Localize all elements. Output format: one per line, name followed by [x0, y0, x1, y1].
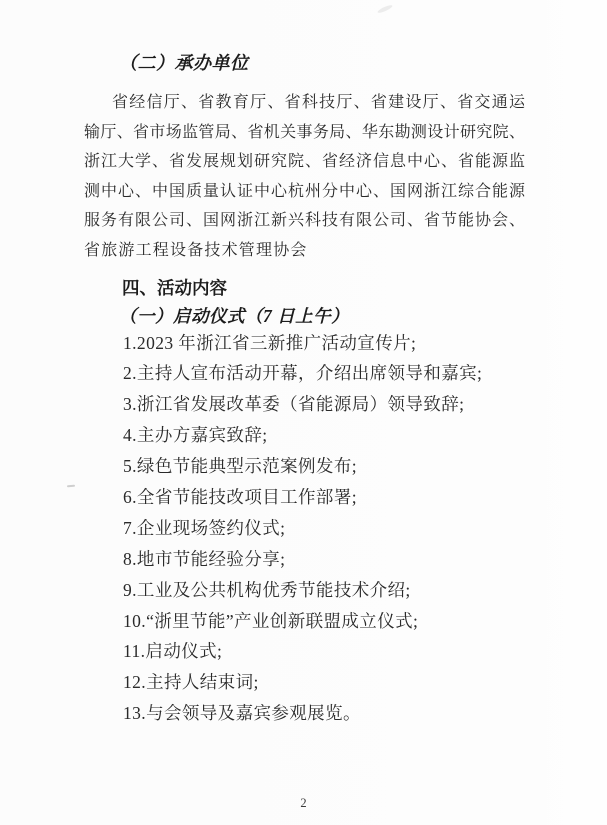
agenda-item: 11.启动仪式;: [123, 641, 223, 662]
agenda-item: 10.“浙里节能”产业创新联盟成立仪式;: [123, 610, 419, 631]
paragraph-line: 省旅游工程设备技术管理协会: [84, 241, 308, 259]
agenda-list: [84, 328, 525, 730]
paragraph-line: 省经信厅、省教育厅、省科技厅、省建设厅、省交通运: [112, 94, 525, 111]
page-number: 2: [300, 796, 307, 810]
agenda-item: 12.主持人结束词;: [123, 672, 259, 693]
agenda-item: 3.浙江省发展改革委（省能源局）领导致辞;: [123, 394, 465, 415]
paragraph-line: 输厅、省市场监管局、省机关事务局、华东勘测设计研究院、: [84, 123, 525, 141]
paragraph-line: 测中心、中国质量认证中心杭州分中心、国网浙江综合能源: [84, 182, 525, 200]
heading-organizer-units: （二）承办单位: [119, 53, 249, 73]
agenda-item: 8.地市节能经验分享;: [123, 548, 286, 569]
agenda-item: 7.企业现场签约仪式;: [123, 517, 286, 538]
scan-dash-artifact: [67, 485, 75, 488]
document-content: [84, 52, 525, 729]
agenda-item: 4.主办方嘉宾致辞;: [123, 425, 268, 446]
paragraph-line: 服务有限公司、国网浙江新兴科技有限公司、省节能协会、: [84, 212, 525, 230]
agenda-item: 13.与会领导及嘉宾参观展览。: [123, 703, 361, 724]
paragraph-line: 浙江大学、省发展规划研究院、省经济信息中心、省能源监: [84, 153, 525, 171]
heading-section-activities: 四、活动内容: [122, 277, 227, 298]
scan-smudge-artifact: [377, 4, 393, 14]
agenda-item: 9.工业及公共机构优秀节能技术介绍;: [123, 579, 411, 600]
agenda-item: 2.主持人宣布活动开幕，介绍出席领导和嘉宾;: [123, 363, 483, 384]
heading-subsection-launch-ceremony: （一）启动仪式（7 日上午）: [119, 305, 350, 326]
agenda-item: 5.绿色节能典型示范案例发布;: [123, 456, 357, 477]
agenda-item: 6.全省节能技改项目工作部署;: [123, 487, 357, 508]
organizer-paragraph: [84, 88, 525, 266]
agenda-item: 1.2023 年浙江省三新推广活动宣传片;: [123, 332, 417, 353]
page-footer: [0, 794, 607, 812]
